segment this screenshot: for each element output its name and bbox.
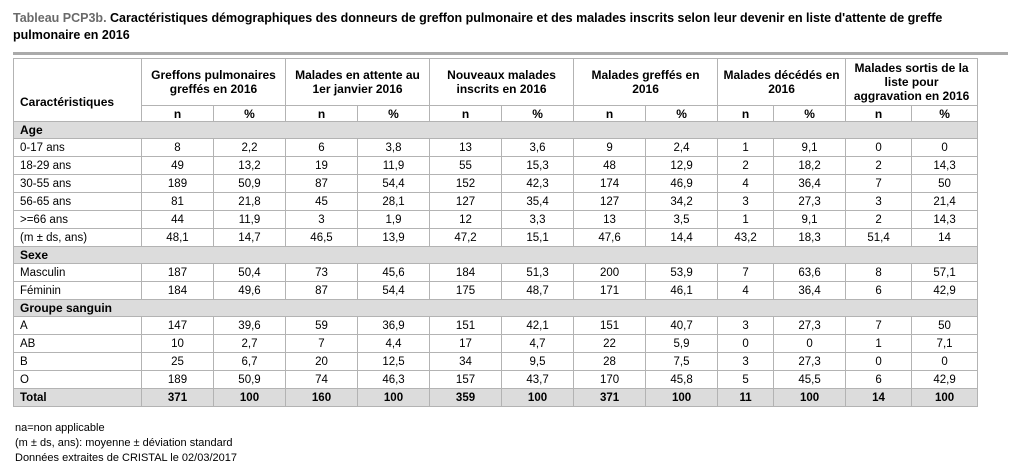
table-cell: 43,2 bbox=[718, 229, 774, 247]
table-cell: 50 bbox=[912, 317, 978, 335]
table-cell: 9,1 bbox=[774, 139, 846, 157]
table-cell: 127 bbox=[574, 193, 646, 211]
table-cell: 3,6 bbox=[502, 139, 574, 157]
row-label: Masculin bbox=[14, 264, 142, 282]
table-cell: 46,1 bbox=[646, 282, 718, 300]
total-row bbox=[14, 389, 978, 407]
row-label: Féminin bbox=[14, 282, 142, 300]
section-row bbox=[14, 247, 978, 264]
table-cell: 50 bbox=[912, 175, 978, 193]
table-cell: 43,7 bbox=[502, 371, 574, 389]
table-cell: 44 bbox=[142, 211, 214, 229]
section-label: Sexe bbox=[14, 247, 978, 264]
row-label: >=66 ans bbox=[14, 211, 142, 229]
table-cell: 13,9 bbox=[358, 229, 430, 247]
page-title bbox=[13, 10, 1003, 44]
title-divider-rule bbox=[13, 52, 1008, 55]
table-cell: 63,6 bbox=[774, 264, 846, 282]
table-cell: 9 bbox=[574, 139, 646, 157]
table-cell: 3 bbox=[286, 211, 358, 229]
subheader-cell: n bbox=[430, 106, 502, 122]
table-cell: 9,1 bbox=[774, 211, 846, 229]
table-cell: 21,4 bbox=[912, 193, 978, 211]
row-label: O bbox=[14, 371, 142, 389]
row-label: 56-65 ans bbox=[14, 193, 142, 211]
table-cell: 4,4 bbox=[358, 335, 430, 353]
column-group-header-2: Malades en attente au 1er janvier 2016 bbox=[286, 59, 430, 106]
table-cell: 189 bbox=[142, 371, 214, 389]
table-body bbox=[14, 122, 978, 407]
table-cell: 28,1 bbox=[358, 193, 430, 211]
section-row bbox=[14, 300, 978, 317]
total-cell: 100 bbox=[774, 389, 846, 407]
data-row bbox=[14, 317, 978, 335]
table-cell: 2,7 bbox=[214, 335, 286, 353]
table-cell: 7 bbox=[846, 317, 912, 335]
total-cell: 11 bbox=[718, 389, 774, 407]
column-group-header-1: Greffons pulmonaires greffés en 2016 bbox=[142, 59, 286, 106]
table-cell: 46,5 bbox=[286, 229, 358, 247]
table-cell: 3,8 bbox=[358, 139, 430, 157]
table-cell: 51,3 bbox=[502, 264, 574, 282]
table-cell: 45,5 bbox=[774, 371, 846, 389]
table-cell: 1,9 bbox=[358, 211, 430, 229]
table-cell: 147 bbox=[142, 317, 214, 335]
section-label: Age bbox=[14, 122, 978, 139]
total-cell: 160 bbox=[286, 389, 358, 407]
table-cell: 36,4 bbox=[774, 282, 846, 300]
table-cell: 74 bbox=[286, 371, 358, 389]
table-cell: 36,9 bbox=[358, 317, 430, 335]
table-cell: 1 bbox=[718, 139, 774, 157]
subheader-cell: n bbox=[718, 106, 774, 122]
table-cell: 27,3 bbox=[774, 317, 846, 335]
total-cell: 100 bbox=[502, 389, 574, 407]
table-cell: 57,1 bbox=[912, 264, 978, 282]
row-label: A bbox=[14, 317, 142, 335]
table-cell: 175 bbox=[430, 282, 502, 300]
table-cell: 0 bbox=[912, 139, 978, 157]
table-cell: 13 bbox=[574, 211, 646, 229]
table-cell: 12,5 bbox=[358, 353, 430, 371]
table-cell: 22 bbox=[574, 335, 646, 353]
table-cell: 46,3 bbox=[358, 371, 430, 389]
table-cell: 127 bbox=[430, 193, 502, 211]
data-row bbox=[14, 282, 978, 300]
row-label: AB bbox=[14, 335, 142, 353]
header-group-row bbox=[14, 59, 978, 106]
table-cell: 6 bbox=[286, 139, 358, 157]
table-cell: 184 bbox=[142, 282, 214, 300]
table-cell: 20 bbox=[286, 353, 358, 371]
data-row bbox=[14, 211, 978, 229]
table-cell: 14,7 bbox=[214, 229, 286, 247]
table-cell: 17 bbox=[430, 335, 502, 353]
table-cell: 51,4 bbox=[846, 229, 912, 247]
column-group-header-6: Malades sortis de la liste pour aggravation en 2016 bbox=[846, 59, 978, 106]
table-cell: 0 bbox=[912, 353, 978, 371]
subheader-cell: % bbox=[912, 106, 978, 122]
data-row bbox=[14, 193, 978, 211]
table-cell: 14 bbox=[912, 229, 978, 247]
table-cell: 3,3 bbox=[502, 211, 574, 229]
section-row bbox=[14, 122, 978, 139]
table-cell: 5 bbox=[718, 371, 774, 389]
table-cell: 45,8 bbox=[646, 371, 718, 389]
subheader-cell: % bbox=[502, 106, 574, 122]
table-cell: 45,6 bbox=[358, 264, 430, 282]
total-cell: 371 bbox=[574, 389, 646, 407]
table-cell: 48 bbox=[574, 157, 646, 175]
table-cell: 87 bbox=[286, 175, 358, 193]
table-cell: 27,3 bbox=[774, 353, 846, 371]
table-cell: 10 bbox=[142, 335, 214, 353]
subheader-cell: n bbox=[286, 106, 358, 122]
row-label: 30-55 ans bbox=[14, 175, 142, 193]
table-cell: 39,6 bbox=[214, 317, 286, 335]
column-group-header-4: Malades greffés en 2016 bbox=[574, 59, 718, 106]
total-cell: 359 bbox=[430, 389, 502, 407]
table-cell: 7 bbox=[718, 264, 774, 282]
table-cell: 28 bbox=[574, 353, 646, 371]
header-sub-row bbox=[14, 106, 978, 122]
table-cell: 3,5 bbox=[646, 211, 718, 229]
table-cell: 9,5 bbox=[502, 353, 574, 371]
total-cell: 14 bbox=[846, 389, 912, 407]
table-cell: 174 bbox=[574, 175, 646, 193]
row-header-cell: Caractéristiques bbox=[14, 59, 142, 122]
table-cell: 200 bbox=[574, 264, 646, 282]
table-cell: 40,7 bbox=[646, 317, 718, 335]
table-cell: 0 bbox=[846, 353, 912, 371]
table-cell: 81 bbox=[142, 193, 214, 211]
table-cell: 157 bbox=[430, 371, 502, 389]
table-cell: 4,7 bbox=[502, 335, 574, 353]
table-cell: 54,4 bbox=[358, 175, 430, 193]
table-cell: 4 bbox=[718, 175, 774, 193]
table-cell: 6,7 bbox=[214, 353, 286, 371]
table-cell: 46,9 bbox=[646, 175, 718, 193]
footnote-line: Données extraites de CRISTAL le 02/03/2017 bbox=[15, 452, 237, 464]
table-cell: 49 bbox=[142, 157, 214, 175]
table-cell: 59 bbox=[286, 317, 358, 335]
table-cell: 42,1 bbox=[502, 317, 574, 335]
table-cell: 3 bbox=[846, 193, 912, 211]
row-label: (m ± ds, ans) bbox=[14, 229, 142, 247]
table-cell: 4 bbox=[718, 282, 774, 300]
table-cell: 18,2 bbox=[774, 157, 846, 175]
table-cell: 48,1 bbox=[142, 229, 214, 247]
table-cell: 14,4 bbox=[646, 229, 718, 247]
table-cell: 2 bbox=[846, 157, 912, 175]
table-cell: 19 bbox=[286, 157, 358, 175]
table-cell: 42,9 bbox=[912, 371, 978, 389]
footnote-line: na=non applicable bbox=[15, 422, 105, 434]
table-cell: 11,9 bbox=[358, 157, 430, 175]
table-cell: 73 bbox=[286, 264, 358, 282]
data-row bbox=[14, 157, 978, 175]
table-cell: 53,9 bbox=[646, 264, 718, 282]
row-label: 0-17 ans bbox=[14, 139, 142, 157]
table-cell: 0 bbox=[718, 335, 774, 353]
table-cell: 49,6 bbox=[214, 282, 286, 300]
table-cell: 54,4 bbox=[358, 282, 430, 300]
table-cell: 14,3 bbox=[912, 157, 978, 175]
table-cell: 171 bbox=[574, 282, 646, 300]
table-cell: 13 bbox=[430, 139, 502, 157]
table-cell: 2 bbox=[718, 157, 774, 175]
table-cell: 6 bbox=[846, 371, 912, 389]
page-title-text: Caractéristiques démographiques des donneurs de greffon pulmonaire et des malades inscrits selon leur devenir en liste d'attente de greffe pulmonaire en 2016 bbox=[13, 11, 943, 42]
data-row bbox=[14, 139, 978, 157]
table-cell: 42,9 bbox=[912, 282, 978, 300]
footnote-line: (m ± ds, ans): moyenne ± déviation standard bbox=[15, 437, 233, 449]
table-cell: 27,3 bbox=[774, 193, 846, 211]
table-cell: 14,3 bbox=[912, 211, 978, 229]
table-cell: 25 bbox=[142, 353, 214, 371]
total-cell: 100 bbox=[912, 389, 978, 407]
table-cell: 187 bbox=[142, 264, 214, 282]
data-row bbox=[14, 335, 978, 353]
demographics-table bbox=[13, 58, 978, 407]
table-cell: 36,4 bbox=[774, 175, 846, 193]
table-cell: 2,2 bbox=[214, 139, 286, 157]
table-cell: 47,6 bbox=[574, 229, 646, 247]
table-cell: 15,3 bbox=[502, 157, 574, 175]
data-row bbox=[14, 229, 978, 247]
table-cell: 13,2 bbox=[214, 157, 286, 175]
table-cell: 152 bbox=[430, 175, 502, 193]
table-cell: 34 bbox=[430, 353, 502, 371]
table-cell: 87 bbox=[286, 282, 358, 300]
subheader-cell: n bbox=[142, 106, 214, 122]
table-cell: 21,8 bbox=[214, 193, 286, 211]
total-cell: 371 bbox=[142, 389, 214, 407]
table-cell: 2 bbox=[846, 211, 912, 229]
table-cell: 15,1 bbox=[502, 229, 574, 247]
table-cell: 18,3 bbox=[774, 229, 846, 247]
table-cell: 1 bbox=[846, 335, 912, 353]
table-cell: 50,9 bbox=[214, 175, 286, 193]
table-cell: 8 bbox=[142, 139, 214, 157]
table-cell: 151 bbox=[574, 317, 646, 335]
table-cell: 47,2 bbox=[430, 229, 502, 247]
table-header bbox=[14, 59, 978, 122]
table-cell: 0 bbox=[774, 335, 846, 353]
table-cell: 8 bbox=[846, 264, 912, 282]
table-cell: 50,4 bbox=[214, 264, 286, 282]
section-label: Groupe sanguin bbox=[14, 300, 978, 317]
subheader-cell: n bbox=[574, 106, 646, 122]
table-cell: 3 bbox=[718, 317, 774, 335]
table-cell: 6 bbox=[846, 282, 912, 300]
table-cell: 42,3 bbox=[502, 175, 574, 193]
subheader-cell: % bbox=[358, 106, 430, 122]
total-cell: 100 bbox=[358, 389, 430, 407]
subheader-cell: n bbox=[846, 106, 912, 122]
table-cell: 3 bbox=[718, 353, 774, 371]
table-cell: 12 bbox=[430, 211, 502, 229]
table-cell: 34,2 bbox=[646, 193, 718, 211]
row-label: B bbox=[14, 353, 142, 371]
table-cell: 170 bbox=[574, 371, 646, 389]
data-row bbox=[14, 353, 978, 371]
subheader-cell: % bbox=[774, 106, 846, 122]
table-cell: 48,7 bbox=[502, 282, 574, 300]
row-label: 18-29 ans bbox=[14, 157, 142, 175]
table-cell: 184 bbox=[430, 264, 502, 282]
table-cell: 55 bbox=[430, 157, 502, 175]
table-cell: 3 bbox=[718, 193, 774, 211]
table-cell: 2,4 bbox=[646, 139, 718, 157]
total-label: Total bbox=[14, 389, 142, 407]
table-cell: 151 bbox=[430, 317, 502, 335]
table-cell: 35,4 bbox=[502, 193, 574, 211]
data-row bbox=[14, 264, 978, 282]
table-cell: 0 bbox=[846, 139, 912, 157]
table-cell: 189 bbox=[142, 175, 214, 193]
table-cell: 7,1 bbox=[912, 335, 978, 353]
total-cell: 100 bbox=[214, 389, 286, 407]
column-group-header-3: Nouveaux malades inscrits en 2016 bbox=[430, 59, 574, 106]
subheader-cell: % bbox=[214, 106, 286, 122]
table-cell: 7,5 bbox=[646, 353, 718, 371]
total-cell: 100 bbox=[646, 389, 718, 407]
table-cell: 50,9 bbox=[214, 371, 286, 389]
table-cell: 1 bbox=[718, 211, 774, 229]
table-cell: 7 bbox=[286, 335, 358, 353]
table-cell: 12,9 bbox=[646, 157, 718, 175]
table-cell: 7 bbox=[846, 175, 912, 193]
table-number-label: Tableau PCP3b. bbox=[13, 11, 107, 25]
data-row bbox=[14, 371, 978, 389]
subheader-cell: % bbox=[646, 106, 718, 122]
table-cell: 45 bbox=[286, 193, 358, 211]
table-cell: 5,9 bbox=[646, 335, 718, 353]
column-group-header-5: Malades décédés en 2016 bbox=[718, 59, 846, 106]
data-row bbox=[14, 175, 978, 193]
footnotes bbox=[13, 421, 1008, 466]
table-cell: 11,9 bbox=[214, 211, 286, 229]
